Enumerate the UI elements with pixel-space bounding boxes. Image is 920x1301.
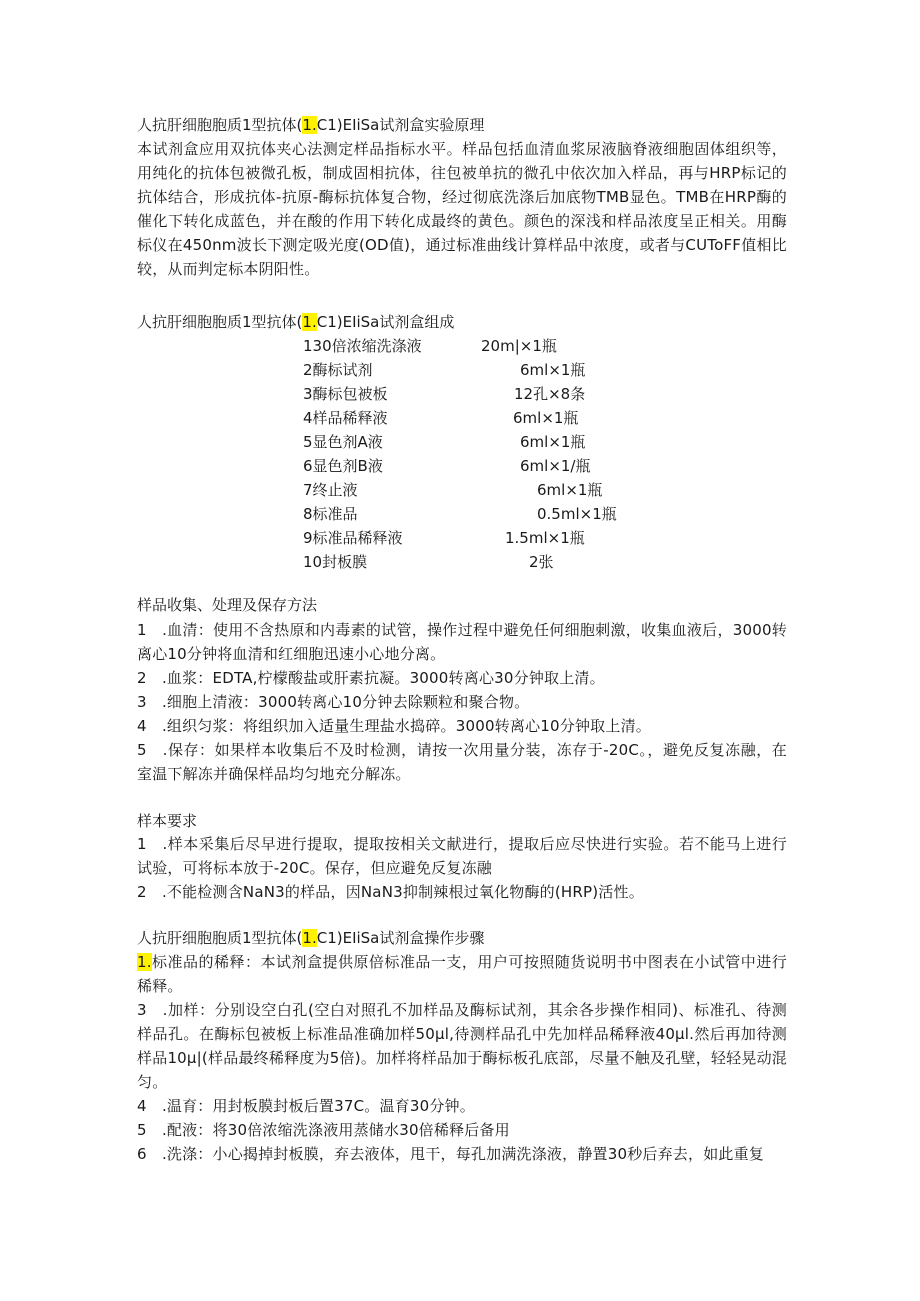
component-quantity: 6ml×1瓶 (537, 481, 603, 499)
composition-heading (137, 310, 454, 334)
procedure-heading-post: C1)EIiSa试剂盒操作步骤 (316, 929, 485, 947)
composition-item (303, 334, 643, 358)
list-item: 4 .组织匀浆：将组织加入适量生理盐水捣碎。3000转离心10分钟取上清。 (137, 717, 651, 735)
list-item: 3 .细胞上清液：3000转离心10分钟去除颗粒和聚合物。 (137, 693, 530, 711)
composition-item (303, 478, 643, 502)
principle-heading-pre: 人抗肝细胞胞质1型抗体( (137, 116, 303, 134)
component-name: 10封板膜 (303, 553, 368, 571)
component-name: 6显色剂B液 (303, 457, 383, 475)
component-name: 130倍浓缩洗涤液 (303, 337, 422, 355)
list-item: 5 .配液：将30倍浓缩洗涤液用蒸储水30倍稀释后备用 (137, 1121, 510, 1139)
component-name: 5显色剂A液 (303, 433, 383, 451)
step-text: 标准品的稀释：本试剂盒提供原倍标准品一支，用户可按照随货说明书中图表在小试管中进行稀释。 (137, 953, 787, 995)
component-quantity: 20m|×1瓶 (481, 337, 557, 355)
principle-heading-post: C1)EIiSa试剂盒实验原理 (316, 116, 485, 134)
component-quantity: 6ml×1瓶 (520, 361, 586, 379)
component-quantity: 0.5ml×1瓶 (537, 505, 617, 523)
composition-item (303, 430, 643, 454)
list-item: 3 .加样：分别设空白孔(空白对照孔不加样品及酶标试剂，其余各步操作相同)、标准孔、待测样品孔。在酶标包被板上标准品准确加样50μl,待测样品孔中先加样品稀释液40μl.然后再加待测样品10μ|(样品最终稀释度为5倍)。加样将样品加于酶标板孔底部，尽量不触及孔壁，轻轻晃动混匀。 (137, 1001, 787, 1091)
component-quantity: 6ml×1瓶 (520, 433, 586, 451)
principle-heading-highlight: 1. (302, 116, 317, 134)
sample-requirements-heading: 样本要求 (137, 812, 198, 830)
list-item: 6 .洗涤：小心揭掉封板膜，弃去液体，甩干，每孔加满洗涤液，静置30秒后弃去，如此重复 (137, 1145, 765, 1163)
component-name: 7终止液 (303, 481, 358, 499)
composition-heading-post: C1)EIiSa试剂盒组成 (316, 313, 455, 331)
composition-item (303, 382, 643, 406)
list-item: 4 .温育：用封板膜封板后置37C。温育30分钟。 (137, 1097, 475, 1115)
list-item: 1 .样本采集后尽早进行提取，提取按相关文献进行，提取后应尽快进行实验。若不能马上进行试验，可将标本放于-20C。保存，但应避免反复冻融 (137, 835, 787, 877)
composition-heading-highlight: 1. (302, 313, 317, 331)
list-item: 2 .不能检测含NaN3的样品，因NaN3抑制辣根过氧化物酶的(HRP)活性。 (137, 883, 644, 901)
component-name: 3酶标包被板 (303, 385, 388, 403)
component-quantity: 6ml×1瓶 (513, 409, 579, 427)
list-item: 2 .血浆：EDTA,柠檬酸盐或肝素抗凝。3000转离心30分钟取上清。 (137, 669, 605, 687)
procedure-heading-highlight: 1. (302, 929, 317, 947)
component-quantity: 12孔×8条 (514, 385, 586, 403)
component-name: 9标准品稀释液 (303, 529, 403, 547)
procedure-heading (137, 926, 484, 950)
list-item: 1 .血清：使用不含热原和内毒素的试管，操作过程中避免任何细胞刺激，收集血液后，3000转离心10分钟将血清和红细胞迅速小心地分离。 (137, 621, 787, 663)
component-name: 2酶标试剂 (303, 361, 373, 379)
composition-item (303, 406, 643, 430)
component-quantity: 2张 (529, 553, 554, 571)
composition-heading-pre: 人抗肝细胞胞质1型抗体( (137, 313, 303, 331)
composition-item (303, 454, 643, 478)
composition-item (303, 526, 643, 550)
list-item (137, 950, 787, 998)
step-number-highlight: 1. (137, 953, 152, 971)
sample-collection-heading: 样品收集、处理及保存方法 (137, 596, 318, 614)
composition-item (303, 358, 643, 382)
component-name: 4样品稀释液 (303, 409, 388, 427)
composition-item (303, 502, 643, 526)
component-quantity: 1.5ml×1瓶 (505, 529, 585, 547)
procedure-heading-pre: 人抗肝细胞胞质1型抗体( (137, 929, 303, 947)
component-quantity: 6ml×1/瓶 (520, 457, 591, 475)
principle-paragraph: 本试剂盒应用双抗体夹心法测定样品指标水平。样品包括血清血浆尿液脑脊液细胞固体组织等，用纯化的抗体包被微孔板，制成固相抗体，往包被单抗的微孔中依次加入样品，再与HRP标记的抗体结合，形成抗体-抗原-酶标抗体复合物，经过彻底洗涤后加底物TMB显色。TMB在HRP酶的催化下转化成蓝色，并在酸的作用下转化成最终的黄色。颜色的深浅和样品浓度呈正相关。用酶标仪在450nm波长下测定吸光度(OD值)，通过标准曲线计算样品中浓度，或者与CUToFF值相比较，从而判定标本阴阳性。 (137, 140, 787, 278)
component-name: 8标准品 (303, 505, 358, 523)
principle-heading (137, 113, 484, 137)
composition-item (303, 550, 643, 574)
list-item: 5 .保存：如果样本收集后不及时检测，请按一次用量分装，冻存于-20C。，避免反复冻融，在室温下解冻并确保样品均匀地充分解冻。 (137, 741, 787, 783)
